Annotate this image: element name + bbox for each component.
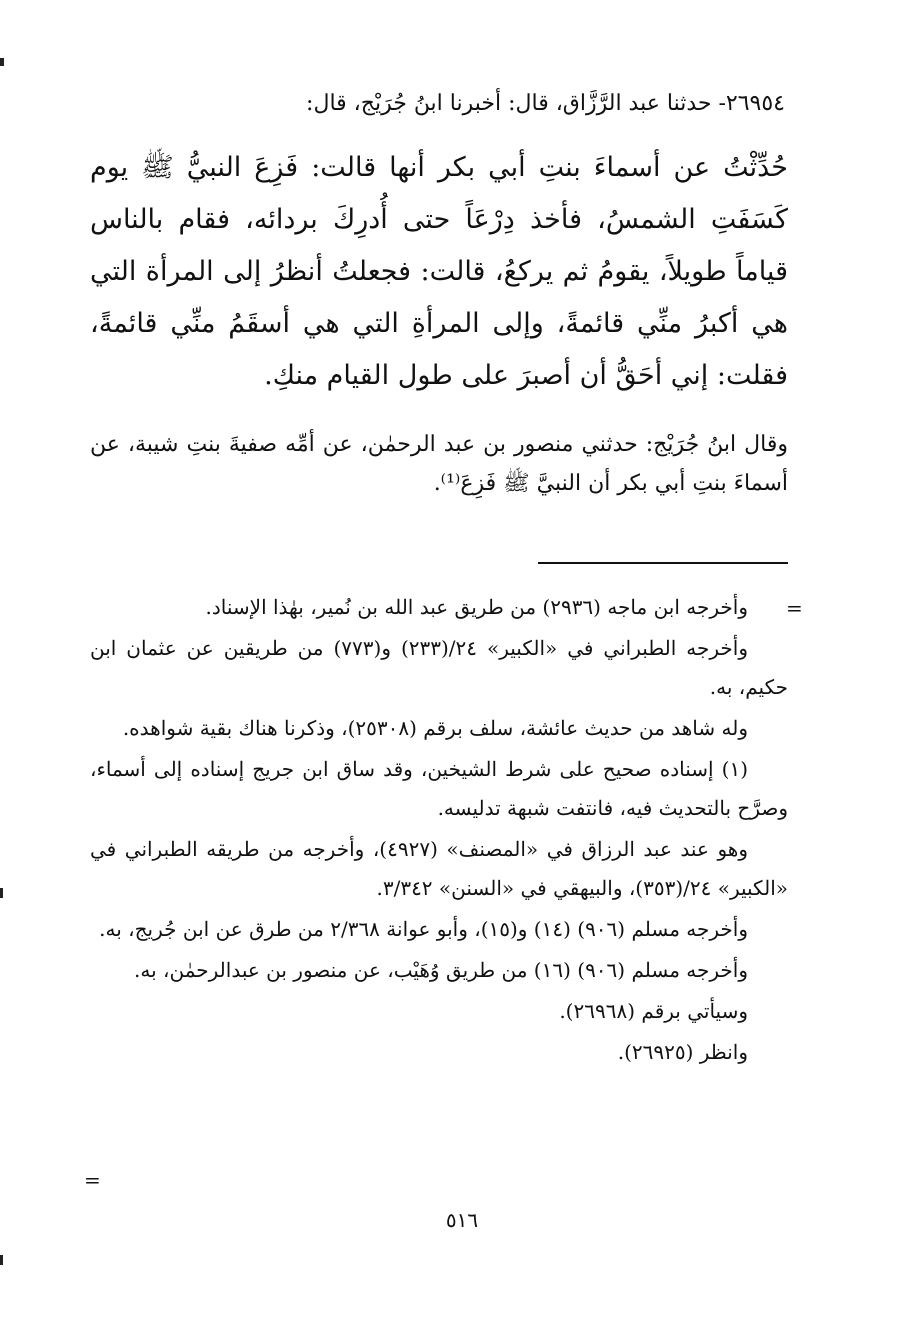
footnote-paragraph: وهو عند عبد الرزاق في «المصنف» (٤٩٢٧)، وأخرجه من طريقه الطبراني في «الكبير» ٢٤/(٣٥٣)، والبيهقي في «السنن» ٣/٣٤٢. — [90, 837, 788, 900]
scan-edge-mark-top — [0, 58, 4, 66]
footnote-separator — [538, 562, 788, 564]
continuation-mark-bottom: = — [84, 1168, 101, 1192]
continuation-mark-top: = — [786, 596, 803, 620]
footnote-paragraph: (١) إسناده صحيح على شرط الشيخين، وقد ساق ابن جريج إسناده إلى أسماء، وصرَّح بالتحديث فيه، فانتفت شبهة تدليسه. — [90, 757, 788, 820]
footnote-paragraph: وأخرجه مسلم (٩٠٦) (١٤) و(١٥)، وأبو عوانة ٢/٣٦٨ من طرق عن ابن جُريج، به. — [99, 917, 748, 941]
hadith-chain-note: وقال ابنُ جُرَيْج: حدثني منصور بن عبد الرحمٰن، عن أمِّه صفيةَ بنتِ شيبة، عن أسماءَ بنتِ أبي بكر أن النبيَّ ﷺ فَزِعَ⁽¹⁾. — [90, 432, 788, 496]
page-number: ٥١٦ — [445, 1208, 479, 1232]
footnote-paragraph: وأخرجه الطبراني في «الكبير» ٢٤/(٢٣٣) و(٧٧٣) من طريقين عن عثمان ابن حكيم، به. — [90, 636, 788, 699]
footnote-paragraph: وأخرجه مسلم (٩٠٦) (١٦) من طريق وُهَيْب، عن منصور بن عبدالرحمٰن، به. — [134, 958, 748, 982]
hadith-body: حُدِّثْتُ عن أسماءَ بنتِ أبي بكر أنها قالت: فَزِعَ النبيُّ ﷺ يوم كَسَفَتِ الشمسُ، فأخذ دِرْعَاً حتى أُدرِكَ بردائه، فقام بالناس قياماً طويلاً، يقومُ ثم يركعُ، قالت: فجعلتُ أنظرُ إلى المرأة التي هي أكبرُ منِّي قائمةً، وإلى المرأةِ التي هي أسقَمُ منِّي قائمةً، فقلت: إني أحَقُّ أن أصبرَ على طول القيام منكِ. — [90, 152, 788, 391]
scan-edge-mark-middle — [0, 888, 3, 898]
hadith-header: ٢٦٩٥٤- حدثنا عبد الرَّزَّاق، قال: أخبرنا ابنُ جُرَيْج، قال: — [306, 91, 785, 116]
footnote-paragraph: وأخرجه ابن ماجه (٢٩٣٦) من طريق عبد الله بن نُمير، بهٰذا الإسناد. — [205, 595, 748, 619]
footnote-paragraph: وله شاهد من حديث عائشة، سلف برقم (٢٥٣٠٨)، وذكرنا هناك بقية شواهده. — [122, 716, 748, 740]
footnotes — [90, 588, 788, 1074]
footnote-paragraph: وانظر (٢٦٩٢٥). — [617, 1040, 748, 1064]
scan-edge-mark-bottom — [0, 1255, 3, 1265]
footnote-paragraph: وسيأتي برقم (٢٦٩٦٨). — [559, 999, 748, 1023]
